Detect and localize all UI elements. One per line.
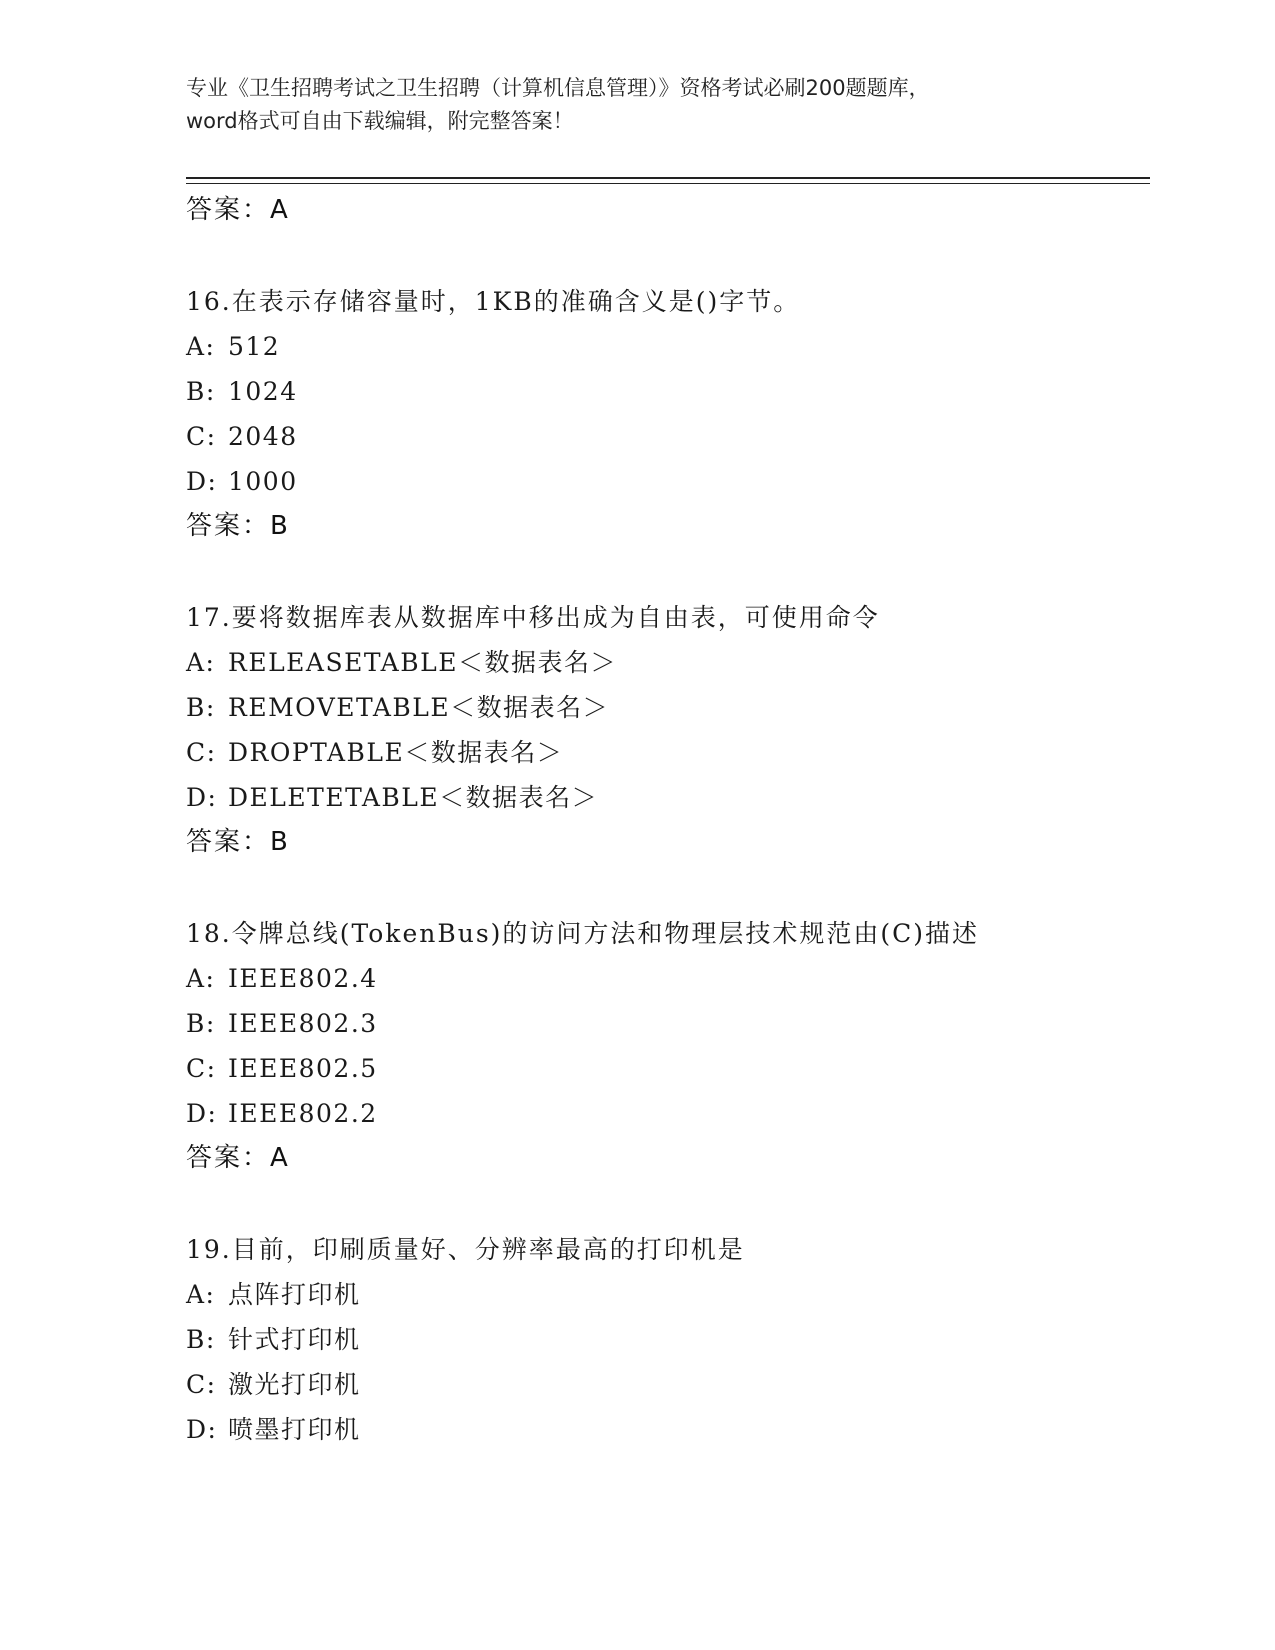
option-key: A: bbox=[186, 648, 216, 677]
question-16 bbox=[186, 279, 1146, 549]
answer-label: 答案： bbox=[186, 195, 271, 225]
option-c bbox=[186, 730, 1146, 775]
option-c bbox=[186, 1046, 1146, 1091]
option-key: A: bbox=[186, 1280, 216, 1309]
option-key: D: bbox=[186, 783, 218, 812]
option-c bbox=[186, 414, 1146, 459]
header-rule-thick bbox=[186, 177, 1150, 179]
question-answer bbox=[186, 504, 1146, 549]
option-text: IEEE802.2 bbox=[228, 1099, 378, 1128]
option-a bbox=[186, 324, 1146, 369]
header-line-1: 专业《卫生招聘考试之卫生招聘（计算机信息管理）》资格考试必刷200题题库， bbox=[186, 76, 930, 100]
header-rule-thin bbox=[186, 183, 1150, 184]
option-text: 512 bbox=[228, 332, 281, 361]
option-key: B: bbox=[186, 377, 216, 406]
option-text: IEEE802.5 bbox=[228, 1054, 378, 1083]
option-text: DROPTABLE＜数据表名＞ bbox=[228, 738, 564, 767]
question-text: 17.要将数据库表从数据库中移出成为自由表，可使用命令 bbox=[186, 603, 880, 632]
option-b bbox=[186, 1317, 1146, 1362]
option-d bbox=[186, 459, 1146, 504]
option-text: IEEE802.4 bbox=[228, 964, 378, 993]
option-a bbox=[186, 640, 1146, 685]
option-b bbox=[186, 1001, 1146, 1046]
header-line-2: word格式可自由下载编辑，附完整答案！ bbox=[186, 109, 574, 133]
option-a bbox=[186, 1272, 1146, 1317]
option-c bbox=[186, 1362, 1146, 1407]
option-text: REMOVETABLE＜数据表名＞ bbox=[228, 693, 610, 722]
option-key: B: bbox=[186, 1009, 216, 1038]
option-key: B: bbox=[186, 1325, 216, 1354]
document-header bbox=[186, 72, 1106, 138]
option-key: C: bbox=[186, 422, 217, 451]
option-text: RELEASETABLE＜数据表名＞ bbox=[228, 648, 617, 677]
answer-value: A bbox=[270, 1143, 288, 1173]
answer-label: 答案： bbox=[186, 827, 271, 857]
leading-answer bbox=[186, 188, 1146, 233]
answer-label: 答案： bbox=[186, 1143, 271, 1173]
option-key: D: bbox=[186, 1415, 218, 1444]
question-17 bbox=[186, 595, 1146, 865]
question-text: 19.目前，印刷质量好、分辨率最高的打印机是 bbox=[186, 1235, 745, 1264]
option-key: D: bbox=[186, 1099, 218, 1128]
question-answer bbox=[186, 820, 1146, 865]
question-list bbox=[186, 188, 1146, 1452]
option-b bbox=[186, 685, 1146, 730]
option-b bbox=[186, 369, 1146, 414]
option-text: 点阵打印机 bbox=[228, 1280, 361, 1309]
option-text: 针式打印机 bbox=[228, 1325, 361, 1354]
question-text: 18.令牌总线(TokenBus)的访问方法和物理层技术规范由(C)描述 bbox=[186, 919, 980, 948]
option-key: A: bbox=[186, 332, 216, 361]
option-text: 喷墨打印机 bbox=[228, 1415, 361, 1444]
option-key: C: bbox=[186, 1370, 217, 1399]
option-text: 1024 bbox=[228, 377, 298, 406]
question-answer bbox=[186, 1136, 1146, 1181]
answer-label: 答案： bbox=[186, 511, 271, 541]
option-key: A: bbox=[186, 964, 216, 993]
option-text: IEEE802.3 bbox=[228, 1009, 378, 1038]
option-key: D: bbox=[186, 467, 218, 496]
option-text: 1000 bbox=[228, 467, 298, 496]
answer-value: A bbox=[270, 195, 288, 225]
question-text: 16.在表示存储容量时，1KB的准确含义是()字节。 bbox=[186, 287, 801, 316]
answer-value: B bbox=[270, 511, 288, 541]
option-text: 2048 bbox=[228, 422, 298, 451]
option-a bbox=[186, 956, 1146, 1001]
option-key: C: bbox=[186, 1054, 217, 1083]
option-d bbox=[186, 775, 1146, 820]
option-d bbox=[186, 1091, 1146, 1136]
question-19 bbox=[186, 1227, 1146, 1452]
answer-value: B bbox=[270, 827, 288, 857]
question-18 bbox=[186, 911, 1146, 1181]
option-key: B: bbox=[186, 693, 216, 722]
option-text: DELETETABLE＜数据表名＞ bbox=[228, 783, 599, 812]
option-text: 激光打印机 bbox=[228, 1370, 361, 1399]
option-d bbox=[186, 1407, 1146, 1452]
option-key: C: bbox=[186, 738, 217, 767]
